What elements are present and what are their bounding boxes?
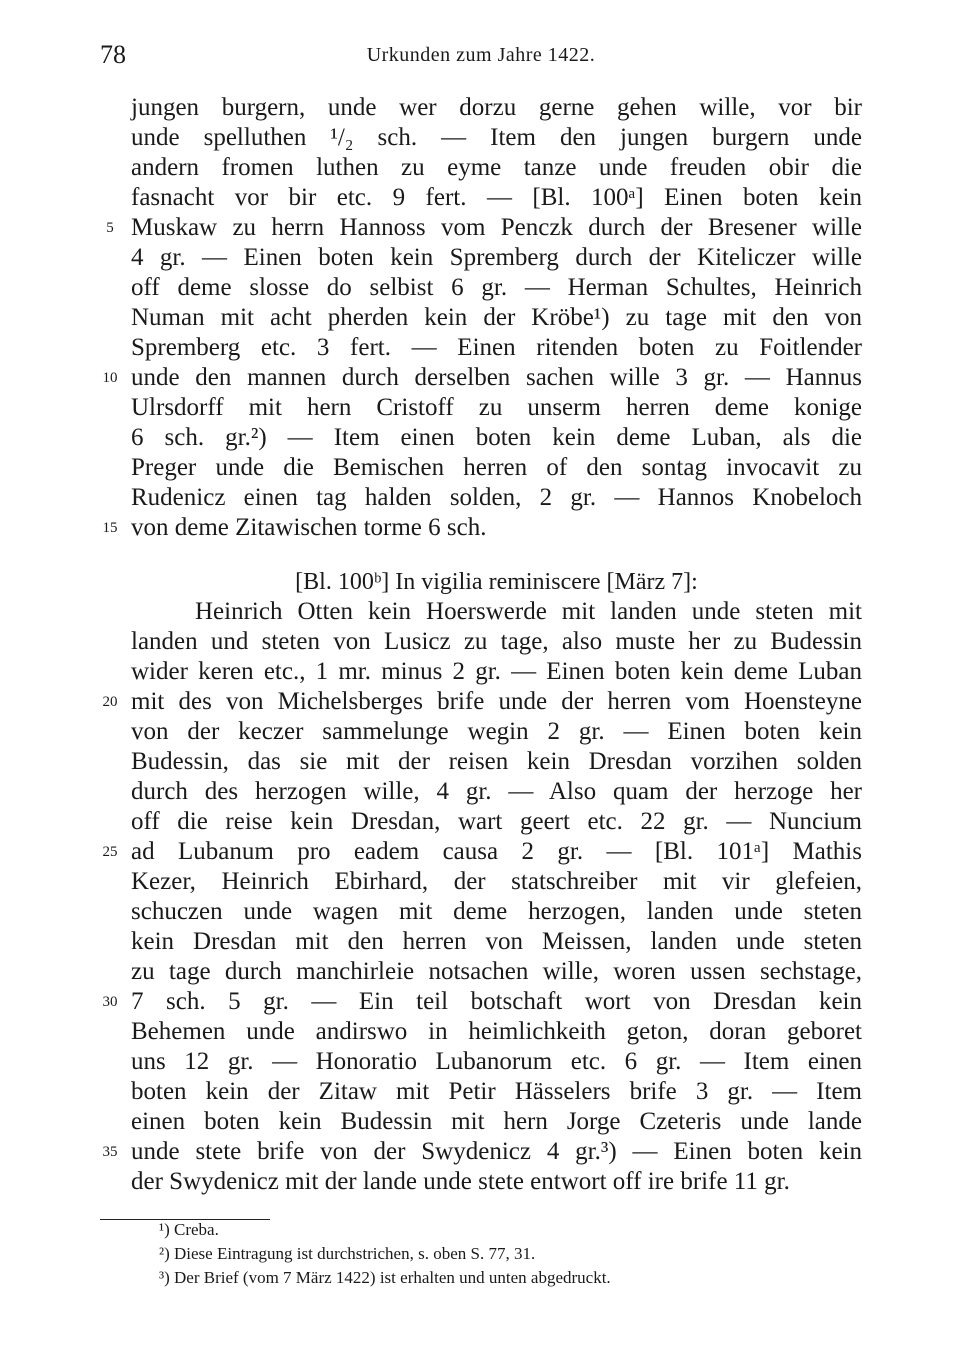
text-line: Budessin, das sie mit der reisen kein Dresdan vorzihen solden — [131, 748, 862, 775]
line-number: 10 — [102, 370, 118, 386]
text-line: off die reise kein Dresdan, wart geert etc. 22 gr. — Nuncium — [131, 808, 862, 835]
text-line: mit des von Michelsberges brife unde der herren vom Hoensteyne — [131, 688, 862, 715]
text-line: schuczen unde wagen mit deme herzogen, landen unde steten — [131, 898, 862, 925]
text-line: Kezer, Heinrich Ebirhard, der statschreiber mit vir glefeien, — [131, 868, 862, 895]
text-line: Rudenicz einen tag halden solden, 2 gr. — Hannos Knobeloch — [131, 484, 862, 511]
text-line: Muskaw zu herrn Hannoss vom Penczk durch der Bresener wille — [131, 214, 862, 241]
text-line: 4 gr. — Einen boten kein Spremberg durch der Kiteliczer wille — [131, 244, 862, 271]
text-line: Heinrich Otten kein Hoerswerde mit landen unde steten mit — [195, 598, 862, 625]
text-line: unde spelluthen ¹/₂ sch. — Item den jungen burgern unde — [131, 124, 862, 151]
text-line: ad Lubanum pro eadem causa 2 gr. — [Bl. 101ᵃ] Mathis — [131, 838, 862, 865]
text-line: der Swydenicz mit der lande unde stete entwort off ire brife 11 gr. — [131, 1168, 790, 1195]
footnote: ¹) Creba. — [159, 1220, 219, 1239]
text-line: kein Dresdan mit den herren von Meissen, landen unde steten — [131, 928, 862, 955]
text-line: 7 sch. 5 gr. — Ein teil botschaft wort von Dresdan kein — [131, 988, 862, 1015]
footnote: ³) Der Brief (vom 7 März 1422) ist erhalten und unten abgedruckt. — [159, 1268, 611, 1287]
text-line: unde stete brife von der Swydenicz 4 gr.³) — Einen boten kein — [131, 1138, 862, 1165]
page-number: 78 — [100, 40, 126, 69]
line-number: 15 — [102, 520, 118, 536]
line-number: 35 — [102, 1144, 118, 1160]
text-line: Preger unde die Bemischen herren of den sontag invocavit zu — [131, 454, 862, 481]
text-line: einen boten kein Budessin mit hern Jorge Czeteris unde lande — [131, 1108, 862, 1135]
line-number: 25 — [102, 844, 118, 860]
text-line: Ulrsdorff mit hern Cristoff zu unserm herren deme konige — [131, 394, 862, 421]
text-line: landen und steten von Lusicz zu tage, also muste her zu Budessin — [131, 628, 862, 655]
text-line: Behemen unde andirswo in heimlichkeith geton, doran geboret — [131, 1018, 862, 1045]
line-number: 5 — [106, 220, 114, 236]
footnote: ²) Diese Eintragung ist durchstrichen, s. oben S. 77, 31. — [159, 1244, 536, 1263]
text-line: fasnacht vor bir etc. 9 fert. — [Bl. 100ᵃ] Einen boten kein — [131, 184, 862, 211]
section-heading: [Bl. 100ᵇ] In vigilia reminiscere [März 7]: — [295, 569, 698, 595]
text-line: boten kein der Zitaw mit Petir Hässelers brife 3 gr. — Item — [131, 1078, 862, 1105]
line-number: 20 — [102, 694, 118, 710]
text-line: 6 sch. gr.²) — Item einen boten kein deme Luban, als die — [131, 424, 862, 451]
running-title: Urkunden zum Jahre 1422. — [366, 44, 596, 66]
text-line: wider keren etc., 1 mr. minus 2 gr. — Einen boten kein deme Luban — [131, 658, 862, 685]
text-line: uns 12 gr. — Honoratio Lubanorum etc. 6 gr. — Item einen — [131, 1048, 862, 1075]
page-header — [100, 40, 862, 76]
text-line: von deme Zitawischen torme 6 sch. — [131, 514, 487, 541]
text-line: durch des herzogen wille, 4 gr. — Also quam der herzoge her — [131, 778, 862, 805]
text-line: off deme slosse do selbist 6 gr. — Herman Schultes, Heinrich — [131, 274, 862, 301]
text-line: andern fromen luthen zu eyme tanze unde freuden obir die — [131, 154, 862, 181]
text-line: unde den mannen durch derselben sachen wille 3 gr. — Hannus — [131, 364, 862, 391]
text-line: Numan mit acht pherden kein der Kröbe¹) zu tage mit den von — [131, 304, 862, 331]
line-number: 30 — [102, 994, 118, 1010]
text-line: jungen burgern, unde wer dorzu gerne gehen wille, vor bir — [131, 94, 862, 121]
text-line: zu tage durch manchirleie notsachen wille, woren ussen sechstage, — [131, 958, 862, 985]
text-line: Spremberg etc. 3 fert. — Einen ritenden boten zu Foitlender — [131, 334, 862, 361]
text-line: von der keczer sammelunge wegin 2 gr. — Einen boten kein — [131, 718, 862, 745]
